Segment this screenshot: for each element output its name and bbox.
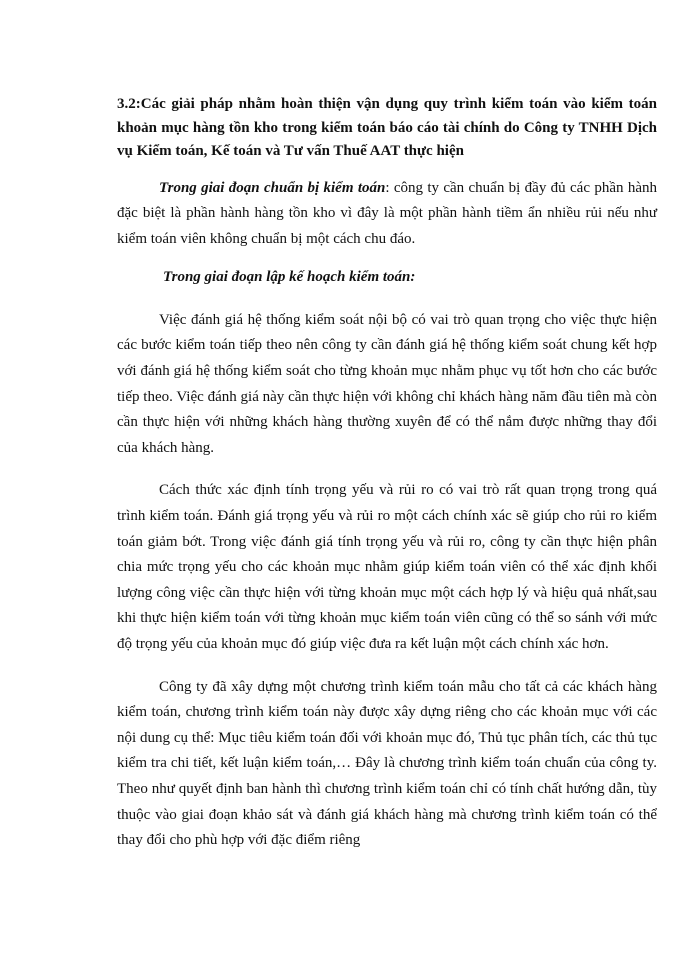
paragraph-audit-program: Công ty đã xây dựng một chương trình kiểm toán mẫu cho tất cả các khách hàng kiểm toán, chương trình kiểm toán này được xây dựng riêng cho các khoản mục với các nội dung cụ thể: Mục tiêu kiểm toán đối với khoản mục đó, Thủ tục phân tích, các thủ tục kiểm tra chi tiết, kết luận kiểm toán,… Đây là chương trình kiểm toán chuẩn của công ty. Theo như quyết định ban hành thì chương trình kiểm toán chỉ có tính chất hướng dẫn, tùy thuộc vào giai đoạn khảo sát và đánh giá khách hàng mà chương trình kiểm toán có thể thay đổi cho phù hợp với đặc điểm riêng xyxy=(117,678,657,849)
planning-subheading: Trong giai đoạn lập kế hoạch kiểm toán: xyxy=(163,269,416,286)
section-heading xyxy=(117,93,657,164)
paragraph-internal-control: Việc đánh giá hệ thống kiểm soát nội bộ có vai trò quan trọng cho việc thực hiện các bước kiểm toán tiếp theo nên công ty cần đánh giá hệ thống kiểm soát chung kết hợp với đánh giá hệ thống kiểm soát cho từng khoản mục nhằm phục vụ tốt hơn cho các bước tiếp theo. Việc đánh giá này cần thực hiện với không chỉ khách hàng năm đầu tiên mà còn cần thực hiện với những khách hàng thường xuyên để có thể nắm được những thay đổi của khách hàng. xyxy=(117,311,657,456)
document-body xyxy=(117,93,657,854)
preparation-text: : công ty cần chuẩn bị đầy đủ các phần hành đặc biệt là phần hành hàng tồn kho vì đây là một phần hành tiềm ẩn nhiều rủi nếu như kiểm toán viên không chuẩn bị một cách chu đáo. xyxy=(117,179,657,247)
preparation-lead: Trong giai đoạn chuẩn bị kiểm toán xyxy=(159,179,386,196)
paragraph-preparation xyxy=(117,176,657,253)
section-title: Các giải pháp nhằm hoàn thiện vận dụng quy trình kiểm toán vào kiểm toán khoản mục hàng tồn kho trong kiểm toán báo cáo tài chính do Công ty TNHH Dịch vụ Kiểm toán, Kế toán và Tư vấn Thuế AAT thực hiện xyxy=(117,96,657,159)
section-number: 3.2: xyxy=(117,96,141,112)
paragraph-materiality: Cách thức xác định tính trọng yếu và rủi ro có vai trò rất quan trọng trong quá trình kiểm toán. Đánh giá trọng yếu và rủi ro một cách chính xác sẽ giúp cho rủi ro kiểm toán giảm bớt. Trong việc đánh giá tính trọng yếu và rủi ro, công ty cần thực hiện phân chia mức trọng yếu cho các khoản mục nhằm giúp kiểm toán viên có thể xác định khối lượng công việc cần thực hiện với từng khoản mục một cách hợp lý và hiệu quả nhất,sau khi thực hiện kiểm toán với từng khoản mục kiểm toán viên cũng có thể so sánh với mức độ trọng yếu của khoản mục đó giúp việc đưa ra kết luận một cách chính xác hơn. xyxy=(117,482,657,652)
